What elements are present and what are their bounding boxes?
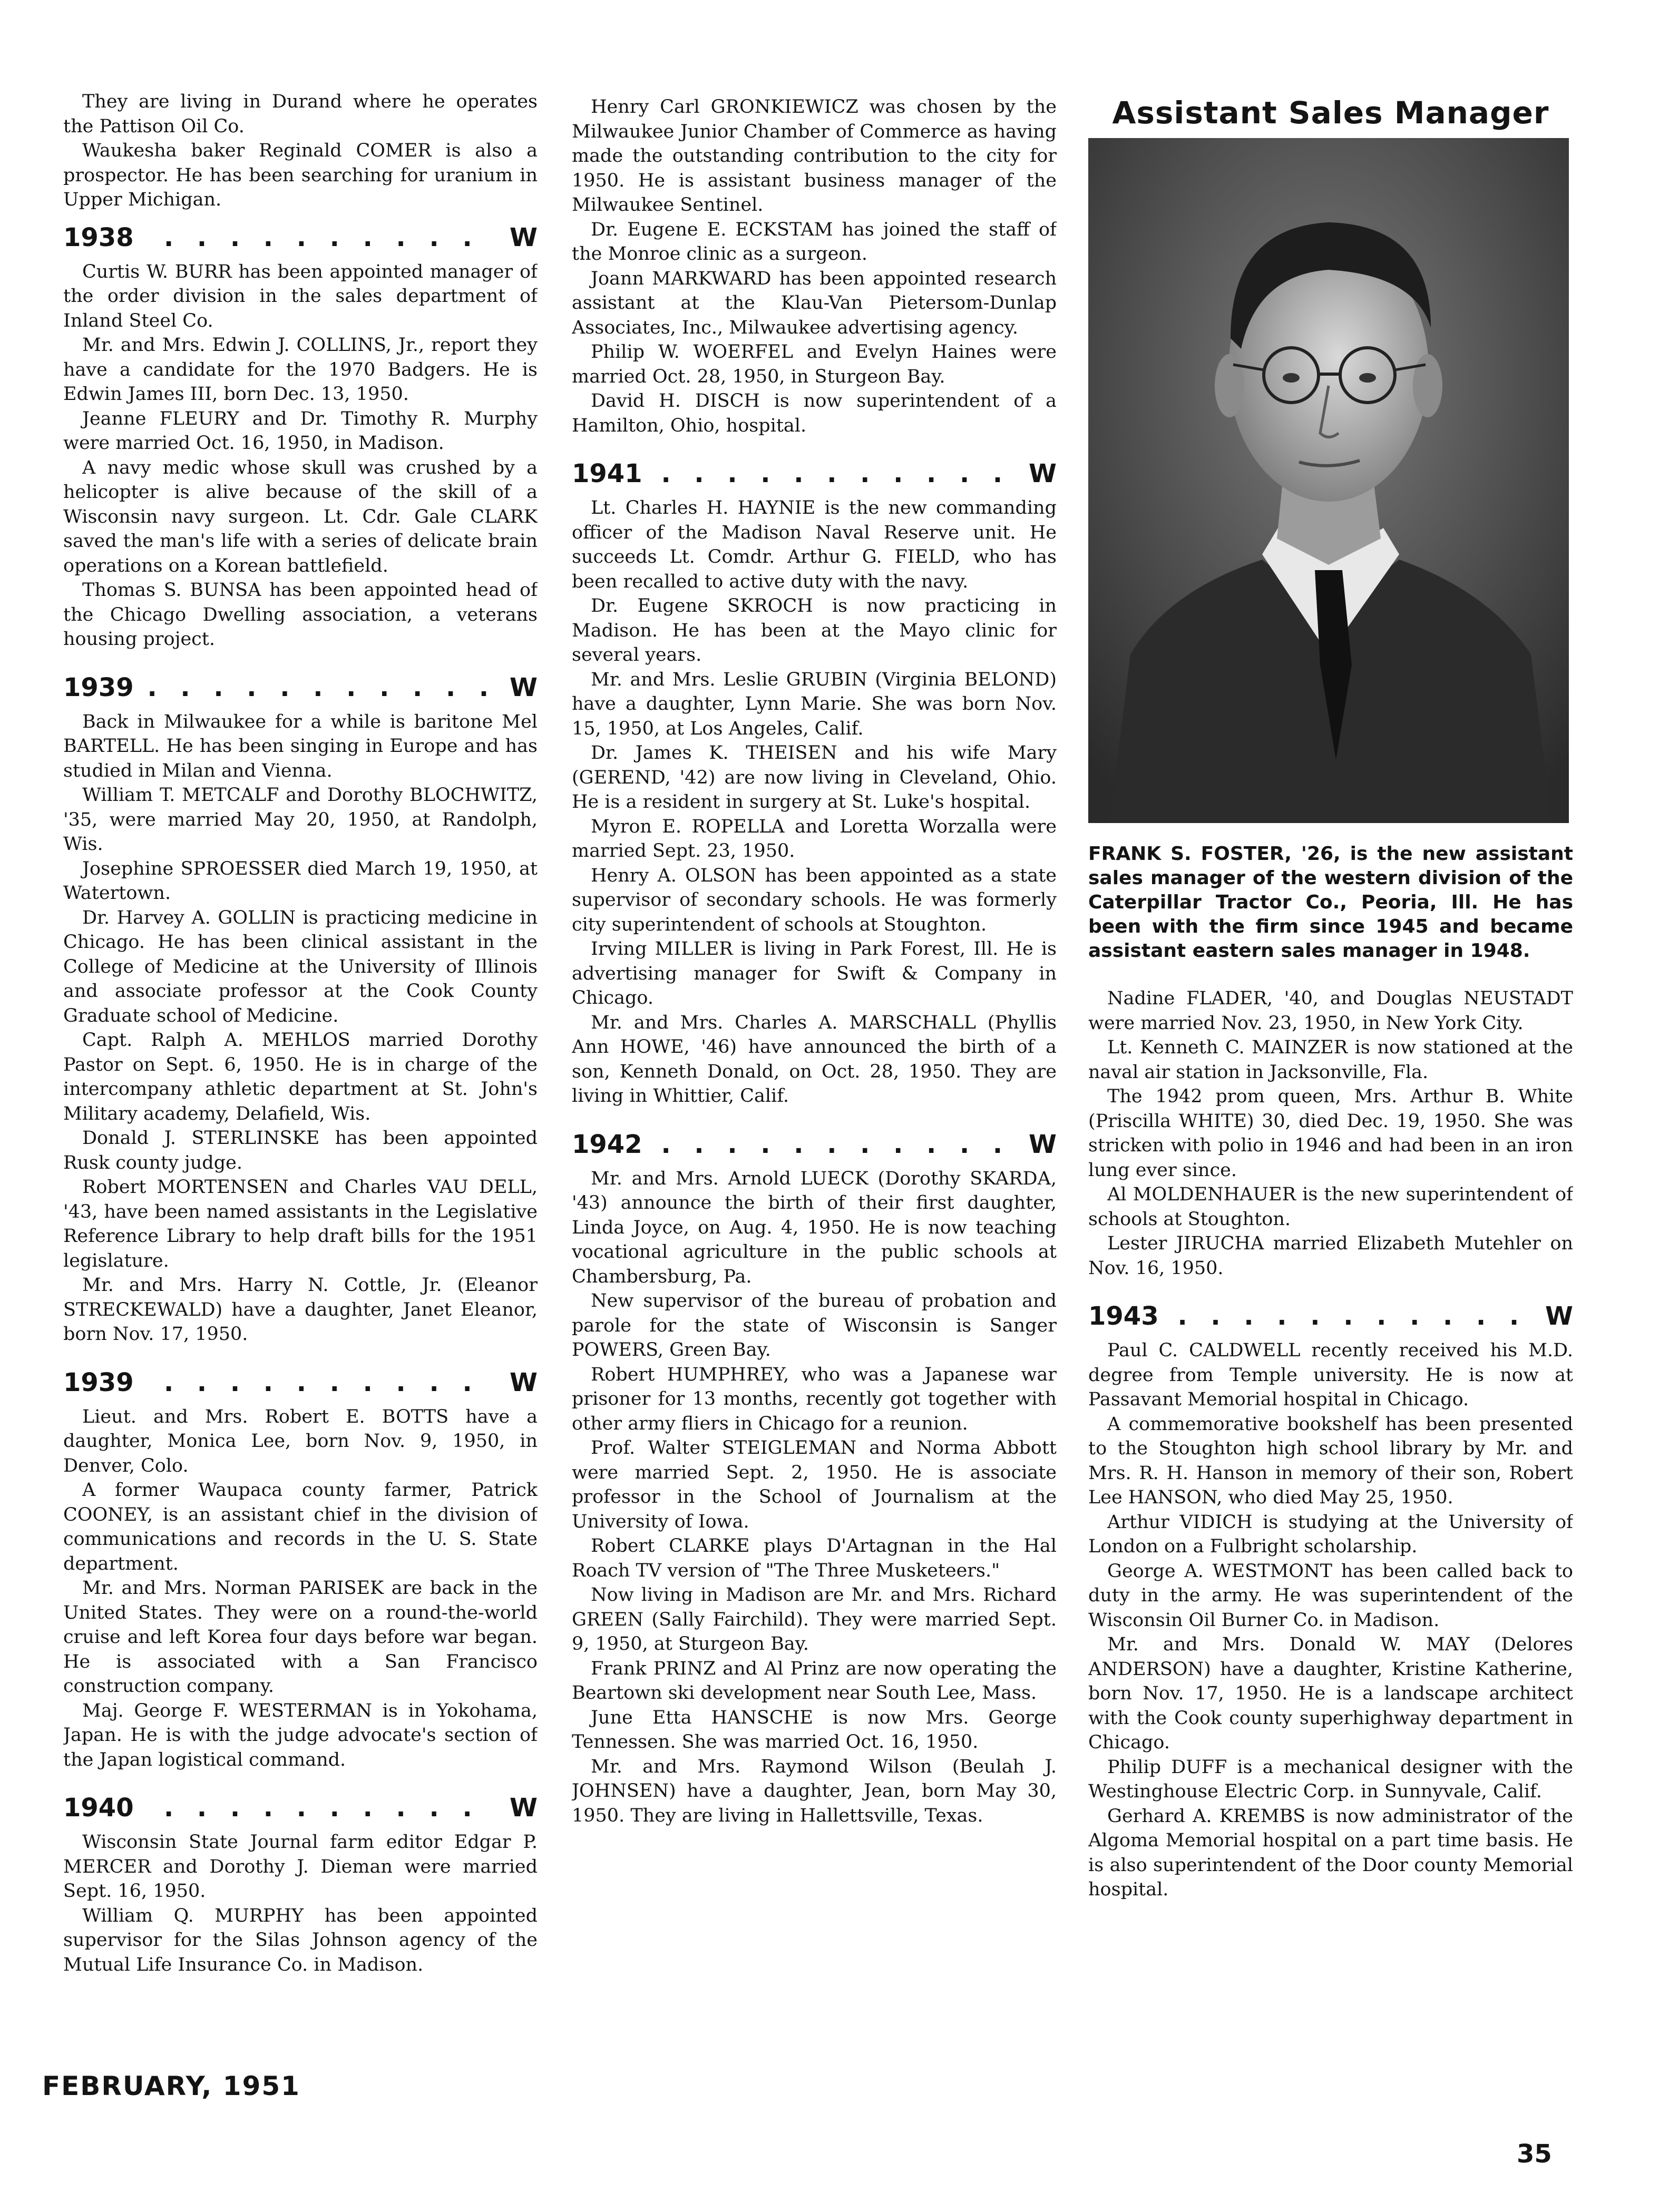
- paragraph: Paul C. CALDWELL recently received his M.D. degree from Temple university. He is now at Passavant Memorial hospital in Chicago.: [1088, 1340, 1573, 1410]
- class-year-heading: [1088, 1301, 1573, 1331]
- leader-dots: . . . . . . . . . .: [163, 1793, 480, 1823]
- photo-caption: FRANK S. FOSTER, '26, is the new assistant sales manager of the western division of the Caterpillar Tractor Co., Peoria, Ill. He has been with the firm since 1945 and became assistant eastern sales manager in 1948.: [1088, 843, 1573, 962]
- leader-dots: . . . . . . . . . . .: [1177, 1301, 1527, 1331]
- paragraph: Josephine SPROESSER died March 19, 1950, at Watertown.: [63, 858, 538, 904]
- feature-title: Assistant Sales Manager: [1112, 95, 1549, 131]
- paragraph: George A. WESTMONT has been called back to duty in the army. He was superintendent of the Wisconsin Oil Burner Co. in Madison.: [1088, 1560, 1573, 1631]
- paragraph: Mr. and Mrs. Arnold LUECK (Dorothy SKARDA, '43) announce the birth of their first daughter, Linda Joyce, on Aug. 4, 1950. He is now teaching vocational agriculture in the public schools at Chambersburg, Pa.: [572, 1168, 1057, 1287]
- paragraph: Capt. Ralph A. MEHLOS married Dorothy Pastor on Sept. 6, 1950. He is in charge of the intercompany athletic department at St. John's Military academy, Delafield, Wis.: [63, 1030, 538, 1124]
- page-number: 35: [1517, 2139, 1552, 2169]
- paragraph: Prof. Walter STEIGLEMAN and Norma Abbott were married Sept. 2, 1950. He is associate professor in the School of Journalism at the University of Iowa.: [572, 1437, 1057, 1532]
- w-mark: W: [510, 1793, 538, 1823]
- paragraph: New supervisor of the bureau of probation and parole for the state of Wisconsin is Sanger POWERS, Green Bay.: [572, 1290, 1057, 1361]
- paragraph: June Etta HANSCHE is now Mrs. George Tennessen. She was married Oct. 16, 1950.: [572, 1707, 1057, 1753]
- paragraph: Jeanne FLEURY and Dr. Timothy R. Murphy were married Oct. 16, 1950, in Madison.: [63, 408, 538, 454]
- paragraph: Henry Carl GRONKIEWICZ was chosen by the Milwaukee Junior Chamber of Commerce as having made the outstanding contribution to the city for 1950. He is assistant business manager of the Milwaukee Sentinel.: [572, 96, 1057, 216]
- paragraph: Maj. George F. WESTERMAN is in Yokohama, Japan. He is with the judge advocate's section of the Japan logistical command.: [63, 1700, 538, 1770]
- issue-date-footer: FEBRUARY, 1951: [42, 2071, 300, 2101]
- class-year: 1938: [63, 222, 134, 252]
- paragraph: Mr. and Mrs. Harry N. Cottle, Jr. (Eleanor STRECKEWALD) have a daughter, Janet Eleanor, born Nov. 17, 1950.: [63, 1275, 538, 1345]
- leader-dots: . . . . . . . . . .: [163, 222, 480, 252]
- class-year: 1942: [572, 1129, 642, 1159]
- w-mark: W: [1545, 1301, 1573, 1331]
- portrait-photo: [1088, 138, 1569, 823]
- paragraph: William Q. MURPHY has been appointed supervisor for the Silas Johnson agency of the Mutual Life Insurance Co. in Madison.: [63, 1905, 538, 1975]
- class-year-heading: [572, 1130, 1057, 1159]
- portrait-photo-art: [1088, 138, 1569, 823]
- w-mark: W: [1029, 459, 1057, 488]
- paragraph: Frank PRINZ and Al Prinz are now operating the Beartown ski development near South Lee, Mass.: [572, 1658, 1057, 1704]
- paragraph: A former Waupaca county farmer, Patrick COONEY, is an assistant chief in the division of communications and records in the U. S. State department.: [63, 1480, 538, 1574]
- paragraph: Lester JIRUCHA married Elizabeth Mutehler on Nov. 16, 1950.: [1088, 1233, 1573, 1279]
- paragraph: A navy medic whose skull was crushed by a helicopter is alive because of the skill of a Wisconsin navy surgeon. Lt. Cdr. Gale CLARK saved the man's life with a series of delicate brain operations on a Korean battlefield.: [63, 457, 538, 576]
- class-year-heading: [572, 459, 1057, 488]
- class-year-heading: [63, 223, 538, 252]
- leader-dots: . . . . . . . . . . .: [661, 1129, 1010, 1159]
- w-mark: W: [510, 1367, 538, 1397]
- w-mark: W: [510, 672, 538, 702]
- class-year-heading: [63, 1793, 538, 1823]
- paragraph: Mr. and Mrs. Norman PARISEK are back in the United States. They were on a round-the-world cruise and left Korea four days before war began. He is associated with a San Francisco construction company.: [63, 1578, 538, 1697]
- w-mark: W: [1029, 1129, 1057, 1159]
- paragraph: Robert CLARKE plays D'Artagnan in the Hal Roach TV version of "The Three Musketeers.": [572, 1535, 1057, 1581]
- paragraph: Thomas S. BUNSA has been appointed head of the Chicago Dwelling association, a veterans housing project.: [63, 580, 538, 650]
- class-year: 1939: [63, 1367, 134, 1397]
- paragraph: They are living in Durand where he operates the Pattison Oil Co.: [63, 91, 538, 137]
- paragraph: Mr. and Mrs. Charles A. MARSCHALL (Phyllis Ann HOWE, '46) have announced the birth of a son, Kenneth Donald, on Oct. 28, 1950. They are living in Whittier, Calif.: [572, 1012, 1057, 1107]
- paragraph: Mr. and Mrs. Raymond Wilson (Beulah J. JOHNSEN) have a daughter, Jean, born May 30, 1950. They are living in Hallettsville, Texas.: [572, 1756, 1057, 1826]
- paragraph: Back in Milwaukee for a while is baritone Mel BARTELL. He has been singing in Europe and has studied in Milan and Vienna.: [63, 711, 538, 781]
- paragraph: Philip W. WOERFEL and Evelyn Haines were married Oct. 28, 1950, in Sturgeon Bay.: [572, 341, 1057, 387]
- paragraph: Robert HUMPHREY, who was a Japanese war prisoner for 13 months, recently got together with other army fliers in Chicago for a reunion.: [572, 1364, 1057, 1434]
- paragraph: Irving MILLER is living in Park Forest, Ill. He is advertising manager for Swift & Company in Chicago.: [572, 938, 1057, 1009]
- paragraph: Dr. Eugene SKROCH is now practicing in Madison. He has been at the Mayo clinic for several years.: [572, 595, 1057, 665]
- paragraph: Mr. and Mrs. Donald W. MAY (Delores ANDERSON) have a daughter, Kristine Katherine, born Nov. 17, 1950. He is a landscape architect with the Cook county superhighway department in Chicago.: [1088, 1634, 1573, 1753]
- paragraph: The 1942 prom queen, Mrs. Arthur B. White (Priscilla WHITE) 30, died Dec. 19, 1950. She was stricken with polio in 1946 and had been in an iron lung ever since.: [1088, 1086, 1573, 1181]
- paragraph: Wisconsin State Journal farm editor Edgar P. MERCER and Dorothy J. Dieman were married Sept. 16, 1950.: [63, 1832, 538, 1902]
- paragraph: Joann MARKWARD has been appointed research assistant at the Klau-Van Pietersom-Dunlap Associates, Inc., Milwaukee advertising agency.: [572, 268, 1057, 338]
- class-year: 1940: [63, 1793, 134, 1823]
- column-1: [63, 90, 538, 1977]
- paragraph: Now living in Madison are Mr. and Mrs. Richard GREEN (Sally Fairchild). They were married Sept. 9, 1950, at Sturgeon Bay.: [572, 1584, 1057, 1655]
- leader-dots: . . . . . . . . . .: [163, 1367, 480, 1397]
- paragraph: Robert MORTENSEN and Charles VAU DELL, '43, have been named assistants in the Legislative Reference Library to help draft bills for the 1951 legislature.: [63, 1177, 538, 1271]
- paragraph: Donald J. STERLINSKE has been appointed Rusk county judge.: [63, 1128, 538, 1173]
- paragraph: Curtis W. BURR has been appointed manager of the order division in the sales department of Inland Steel Co.: [63, 261, 538, 331]
- paragraph: Dr. James K. THEISEN and his wife Mary (GEREND, '42) are now living in Cleveland, Ohio. He is a resident in surgery at St. Luke's hospital.: [572, 742, 1057, 813]
- paragraph: William T. METCALF and Dorothy BLOCHWITZ, '35, were married May 20, 1950, at Randolph, Wis.: [63, 785, 538, 855]
- paragraph: Henry A. OLSON has been appointed as a state supervisor of secondary schools. He was formerly city superintendent of schools at Stoughton.: [572, 865, 1057, 935]
- class-year: 1941: [572, 459, 642, 488]
- class-year-heading: [63, 1368, 538, 1397]
- leader-dots: . . . . . . . . . . .: [661, 459, 1010, 488]
- column-3: [1088, 95, 1573, 1902]
- paragraph: A commemorative bookshelf has been presented to the Stoughton high school library by Mr. and Mrs. R. H. Hanson in memory of their son, Robert Lee HANSON, who died May 25, 1950.: [1088, 1413, 1573, 1508]
- w-mark: W: [510, 222, 538, 252]
- leader-dots: . . . . . . . . . . .: [147, 672, 496, 702]
- paragraph: Myron E. ROPELLA and Loretta Worzalla were married Sept. 23, 1950.: [572, 816, 1057, 862]
- class-year: 1943: [1088, 1301, 1159, 1331]
- paragraph: Lt. Charles H. HAYNIE is the new commanding officer of the Madison Naval Reserve unit. He succeeds Lt. Comdr. Arthur G. FIELD, who has been recalled to active duty with the navy.: [572, 497, 1057, 592]
- paragraph: Nadine FLADER, '40, and Douglas NEUSTADT were married Nov. 23, 1950, in New York City.: [1088, 988, 1573, 1034]
- paragraph: Mr. and Mrs. Leslie GRUBIN (Virginia BELOND) have a daughter, Lynn Marie. She was born Nov. 15, 1950, at Los Angeles, Calif.: [572, 669, 1057, 739]
- paragraph: Gerhard A. KREMBS is now administrator of the Algoma Memorial hospital on a part time basis. He is also superintendent of the Door county Memorial hospital.: [1088, 1805, 1573, 1900]
- paragraph: David H. DISCH is now superintendent of a Hamilton, Ohio, hospital.: [572, 390, 1057, 436]
- paragraph: Philip DUFF is a mechanical designer with the Westinghouse Electric Corp. in Sunnyvale, Calif.: [1088, 1756, 1573, 1802]
- class-year-heading: [63, 673, 538, 702]
- paragraph: Arthur VIDICH is studying at the University of London on a Fulbright scholarship.: [1088, 1511, 1573, 1557]
- paragraph: Mr. and Mrs. Edwin J. COLLINS, Jr., report they have a candidate for the 1970 Badgers. He is Edwin James III, born Dec. 13, 1950.: [63, 335, 538, 405]
- paragraph: Dr. Eugene E. ECKSTAM has joined the staff of the Monroe clinic as a surgeon.: [572, 219, 1057, 265]
- paragraph: Lt. Kenneth C. MAINZER is now stationed at the naval air station in Jacksonville, Fla.: [1088, 1037, 1573, 1083]
- class-year: 1939: [63, 672, 134, 702]
- paragraph: Dr. Harvey A. GOLLIN is practicing medicine in Chicago. He has been clinical assistant in the College of Medicine at the University of Illinois and associate professor at the Cook County Graduate school of Medicine.: [63, 907, 538, 1026]
- paragraph: Al MOLDENHAUER is the new superintendent of schools at Stoughton.: [1088, 1184, 1573, 1230]
- column-2: [572, 95, 1057, 1828]
- paragraph: Waukesha baker Reginald COMER is also a prospector. He has been searching for uranium in Upper Michigan.: [63, 140, 538, 210]
- paragraph: Lieut. and Mrs. Robert E. BOTTS have a daughter, Monica Lee, born Nov. 9, 1950, in Denver, Colo.: [63, 1406, 538, 1476]
